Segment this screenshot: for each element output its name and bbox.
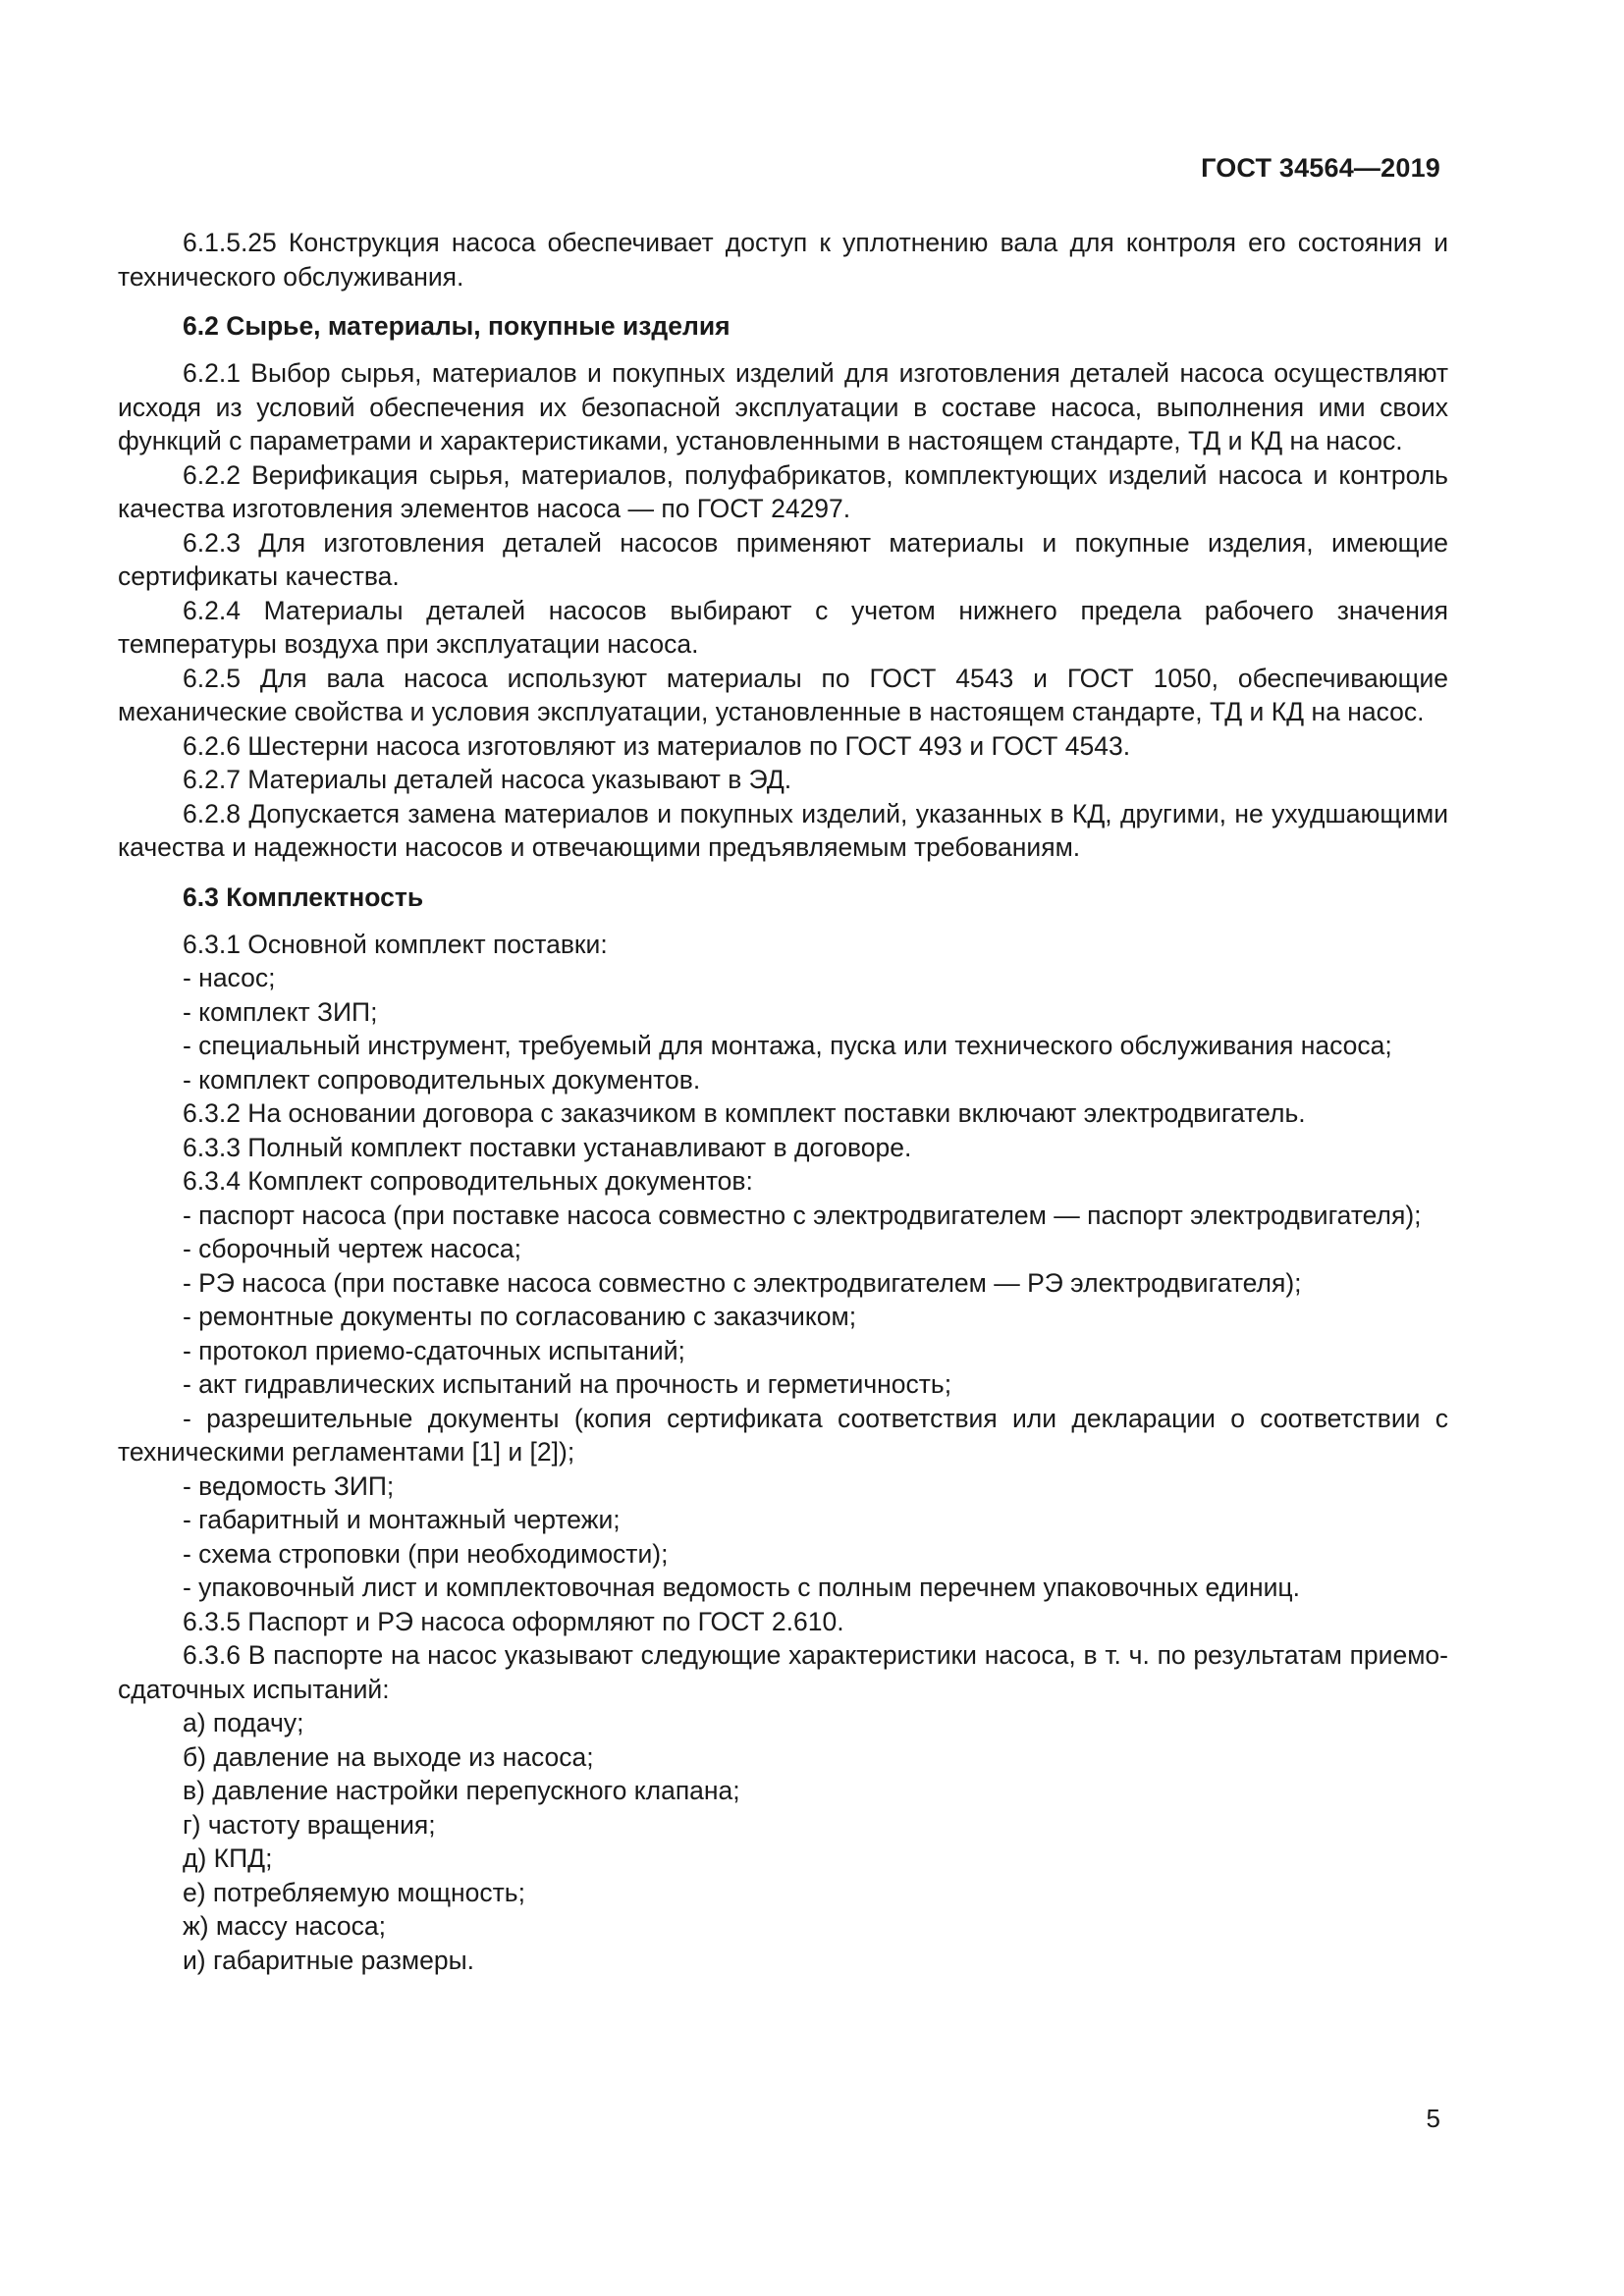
section-title-6-3: 6.3 Комплектность: [183, 881, 424, 912]
list-item: б) давление на выходе из насоса;: [183, 1741, 594, 1772]
list-item: - разрешительные документы (копия сертификата соответствия или декларации о соответствии с техническими регламентами [1] и [2]);: [118, 1403, 1448, 1467]
list-item: - паспорт насоса (при поставке насоса совместно с электродвигателем — паспорт электродвигателя);: [183, 1200, 1422, 1230]
paragraph-6-3-1: 6.3.1 Основной комплект поставки:: [183, 929, 608, 959]
paragraph-6-2-4: 6.2.4 Материалы деталей насосов выбирают с учетом нижнего предела рабочего значения температуры воздуха при эксплуатации насоса.: [118, 595, 1448, 659]
list-item: - габаритный и монтажный чертежи;: [183, 1505, 621, 1534]
list-item: а) подачу;: [183, 1708, 304, 1737]
list-item: ж) массу насоса;: [183, 1911, 386, 1941]
list-item: - акт гидравлических испытаний на прочность и герметичность;: [183, 1369, 952, 1399]
list-item: - упаковочный лист и комплектовочная ведомость с полным перечнем упаковочных единиц.: [183, 1573, 1300, 1602]
list-item: и) габаритные размеры.: [183, 1945, 475, 1975]
list-item: е) потребляемую мощность;: [183, 1877, 525, 1907]
list-item: в) давление настройки перепускного клапана;: [183, 1776, 740, 1805]
section-title-6-2: 6.2 Сырье, материалы, покупные изделия: [183, 311, 731, 341]
paragraph-6-2-8: 6.2.8 Допускается замена материалов и покупных изделий, указанных в КД, другими, не ухудшающими качества и надежности насосов и отвечающими предъявляемым требованиям.: [118, 798, 1448, 862]
page-header: [0, 151, 1624, 190]
paragraph-6-2-2: 6.2.2 Верификация сырья, материалов, полуфабрикатов, комплектующих изделий насоса и контроль качества изготовления элементов насоса — по ГОСТ 24297.: [118, 459, 1448, 523]
page-number: 5: [1426, 2104, 1440, 2133]
list-item: - ремонтные документы по согласованию с заказчиком;: [183, 1302, 857, 1331]
list-item: - сборочный чертеж насоса;: [183, 1234, 521, 1263]
list-item: - комплект ЗИП;: [183, 996, 378, 1027]
paragraph-6-3-2: 6.3.2 На основании договора с заказчиком в комплект поставки включают электродвигатель.: [183, 1098, 1306, 1128]
paragraph-6-2-6: 6.2.6 Шестерни насоса изготовляют из материалов по ГОСТ 493 и ГОСТ 4543.: [183, 730, 1131, 761]
list-item: - протокол приемо-сдаточных испытаний;: [183, 1335, 685, 1365]
list-item: д) КПД;: [183, 1843, 273, 1873]
list-item: - РЭ насоса (при поставке насоса совместно с электродвигателем — РЭ электродвигателя);: [183, 1267, 1302, 1298]
list-item: - схема строповки (при необходимости);: [183, 1538, 669, 1569]
paragraph-6-1-5-25: 6.1.5.25 Конструкция насоса обеспечивает доступ к уплотнению вала для контроля его состояния и технического обслуживания.: [118, 228, 1448, 292]
document-code: ГОСТ 34564—2019: [1201, 153, 1440, 183]
paragraph-6-2-7: 6.2.7 Материалы деталей насоса указывают в ЭД.: [183, 765, 792, 794]
list-item: - комплект сопроводительных документов.: [183, 1064, 701, 1095]
paragraph-6-3-3: 6.3.3 Полный комплект поставки устанавливают в договоре.: [183, 1132, 912, 1162]
paragraph-6-2-5: 6.2.5 Для вала насоса используют материалы по ГОСТ 4543 и ГОСТ 1050, обеспечивающие механические свойства и условия эксплуатации, установленные в настоящем стандарте, ТД и КД на насос.: [118, 663, 1448, 726]
list-item: г) частоту вращения;: [183, 1809, 436, 1840]
paragraph-6-2-3: 6.2.3 Для изготовления деталей насосов применяют материалы и покупные изделия, имеющие сертификаты качества.: [118, 527, 1448, 591]
list-item: - насос;: [183, 963, 276, 992]
list-item: - специальный инструмент, требуемый для монтажа, пуска или технического обслуживания насоса;: [183, 1031, 1392, 1060]
paragraph-6-3-6: 6.3.6 В паспорте на насос указывают следующие характеристики насоса, в т. ч. по результатам приемо-сдаточных испытаний:: [118, 1640, 1448, 1704]
paragraph-6-2-1: 6.2.1 Выбор сырья, материалов и покупных изделий для изготовления деталей насоса осуществляют исходя из условий обеспечения их безопасной эксплуатации в составе насоса, выполнения ими своих функций с параметрами и характеристиками, установленными в настоящем стандарте, ТД и КД на насос.: [118, 358, 1448, 455]
list-item: - ведомость ЗИП;: [183, 1470, 395, 1501]
document-body: [118, 226, 1448, 1977]
paragraph-6-3-4: 6.3.4 Комплект сопроводительных документов:: [183, 1166, 753, 1196]
paragraph-6-3-5: 6.3.5 Паспорт и РЭ насоса оформляют по ГОСТ 2.610.: [183, 1606, 844, 1636]
